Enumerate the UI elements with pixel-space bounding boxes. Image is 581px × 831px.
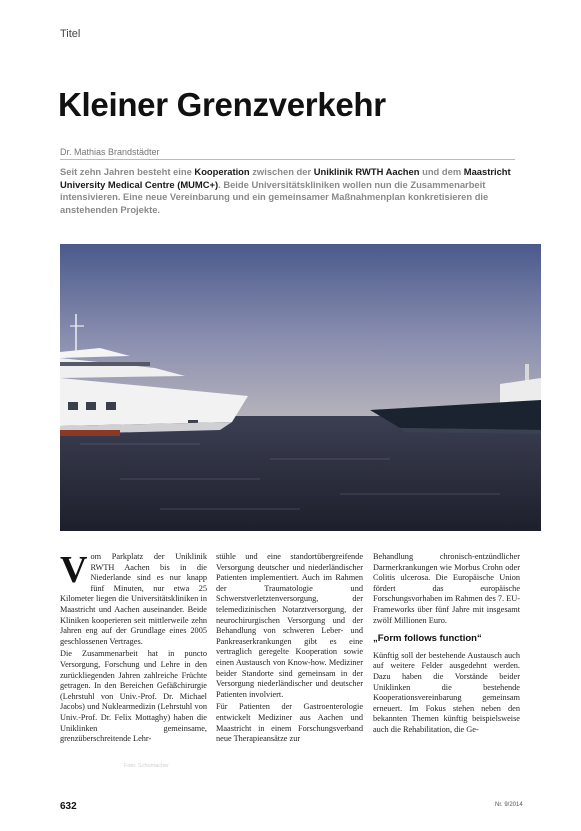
body-paragraph: Die Zusammenarbeit hat in puncto Versorgung, Forschung und Lehre in den zurückliegenden Jahren zahlreiche Früchte getragen. In den Bereichen Gefäßchirurgie (Lehrstuhl von Univ.-Prof. Dr. Michael Jacobs) und Nuklearmedizin (Lehrstuhl von Univ.-Prof. Dr. Felix Mottaghy) haben die Uniklinken gemeinsame, grenzüberschreitende Lehr- <box>60 649 207 744</box>
body-paragraph: stühle und eine standortübergreifende Versorgung deutscher und niederländischer Patienten implementiert. Auch im Rahmen der Traumatologie und Schwerstverletztenversorgung, der telemedizinischen Notarztversorgung, der neurochirurgischen Versorgung und der Behandlung von schweren Leber- und Pankreaserkrankungen gibt es eine vertraglich geregelte Kooperation sowie einen Austausch von Know-how. Mediziner beider Standorte sind gemeinsam in der Versorgung niederländischer und deutscher Patienten involviert. <box>216 552 363 699</box>
ships-photo <box>60 244 541 531</box>
body-paragraph: Für Patienten der Gastroenterologie entwickelt Mediziner aus Aachen und Maastricht in einem Forschungsverband neue Therapieansätze zur <box>216 702 363 744</box>
lead-text-2: zwischen der <box>249 166 314 177</box>
sea <box>60 416 541 531</box>
article-body <box>60 549 521 794</box>
lead-keyword-mumc: Maastricht University Medical Centre (MUMC+) <box>60 166 511 190</box>
subheading: „Form follows function“ <box>373 633 482 645</box>
issue-label: Nr. 9/2014 <box>495 802 523 808</box>
body-column-3 <box>373 552 520 794</box>
article-lead <box>60 166 520 216</box>
body-paragraph: Behandlung chronisch-entzündlicher Darmerkrankungen wie Morbus Crohn oder Colitis ulcerosa. Die Europäische Union fördert das europäische Forschungsvorhaben im Rahmen des 7. EU-Frameworks über fünf Jahre mit insgesamt zwölf Millionen Euro. <box>373 552 521 625</box>
body-column-1 <box>60 549 207 794</box>
lead-keyword-uniklinik: Uniklinik RWTH Aachen <box>313 166 420 177</box>
lead-text-3: und dem <box>419 166 464 177</box>
article-author: Dr. Mathias Brandstädter <box>60 147 160 157</box>
section-label: Titel <box>60 28 81 40</box>
lead-text-1: Seit zehn Jahren besteht eine <box>60 166 195 177</box>
lead-text-4: . Beide Universitätskliniken wollen nun die Zusammenarbeit intensivieren. Eine neue Vereinbarung und ein gemeinsamer Maßnahmenplan konkretisieren die anstehenden Projekte. <box>60 178 489 215</box>
photo-credit: Foto: Schumacher <box>124 763 169 769</box>
divider <box>60 159 515 160</box>
body-column-2 <box>216 552 363 794</box>
body-paragraph: Künftig soll der bestehende Austausch auch auf weitere Felder ausgedehnt werden. Dazu haben die Vorstände beider Uniklinken die bestehende Kooperationsvereinbarung gemeinsam erneuert. Im Fokus stehen neben den bekannten Themen künftig beispielsweise auch die Rehabilitation, die Ge- <box>373 650 520 734</box>
page-number: 632 <box>60 801 77 812</box>
drop-cap: V <box>60 549 88 591</box>
article-title: Kleiner Grenzverkehr <box>58 86 386 123</box>
body-paragraph: om Parkplatz der Uniklinik RWTH Aachen bis in die Niederlande sind es nur knapp fünf Minuten, nur etwa 25 Kilometer liegen die Universitätskliniken in Maastricht und Aachen auseinander. Beide Kliniken kooperieren seit mittlerweile zehn Jahren eng auf der Grundlage eines 2005 geschlossenen Vertrages. <box>60 552 207 646</box>
lead-keyword-kooperation: Kooperation <box>194 166 250 177</box>
